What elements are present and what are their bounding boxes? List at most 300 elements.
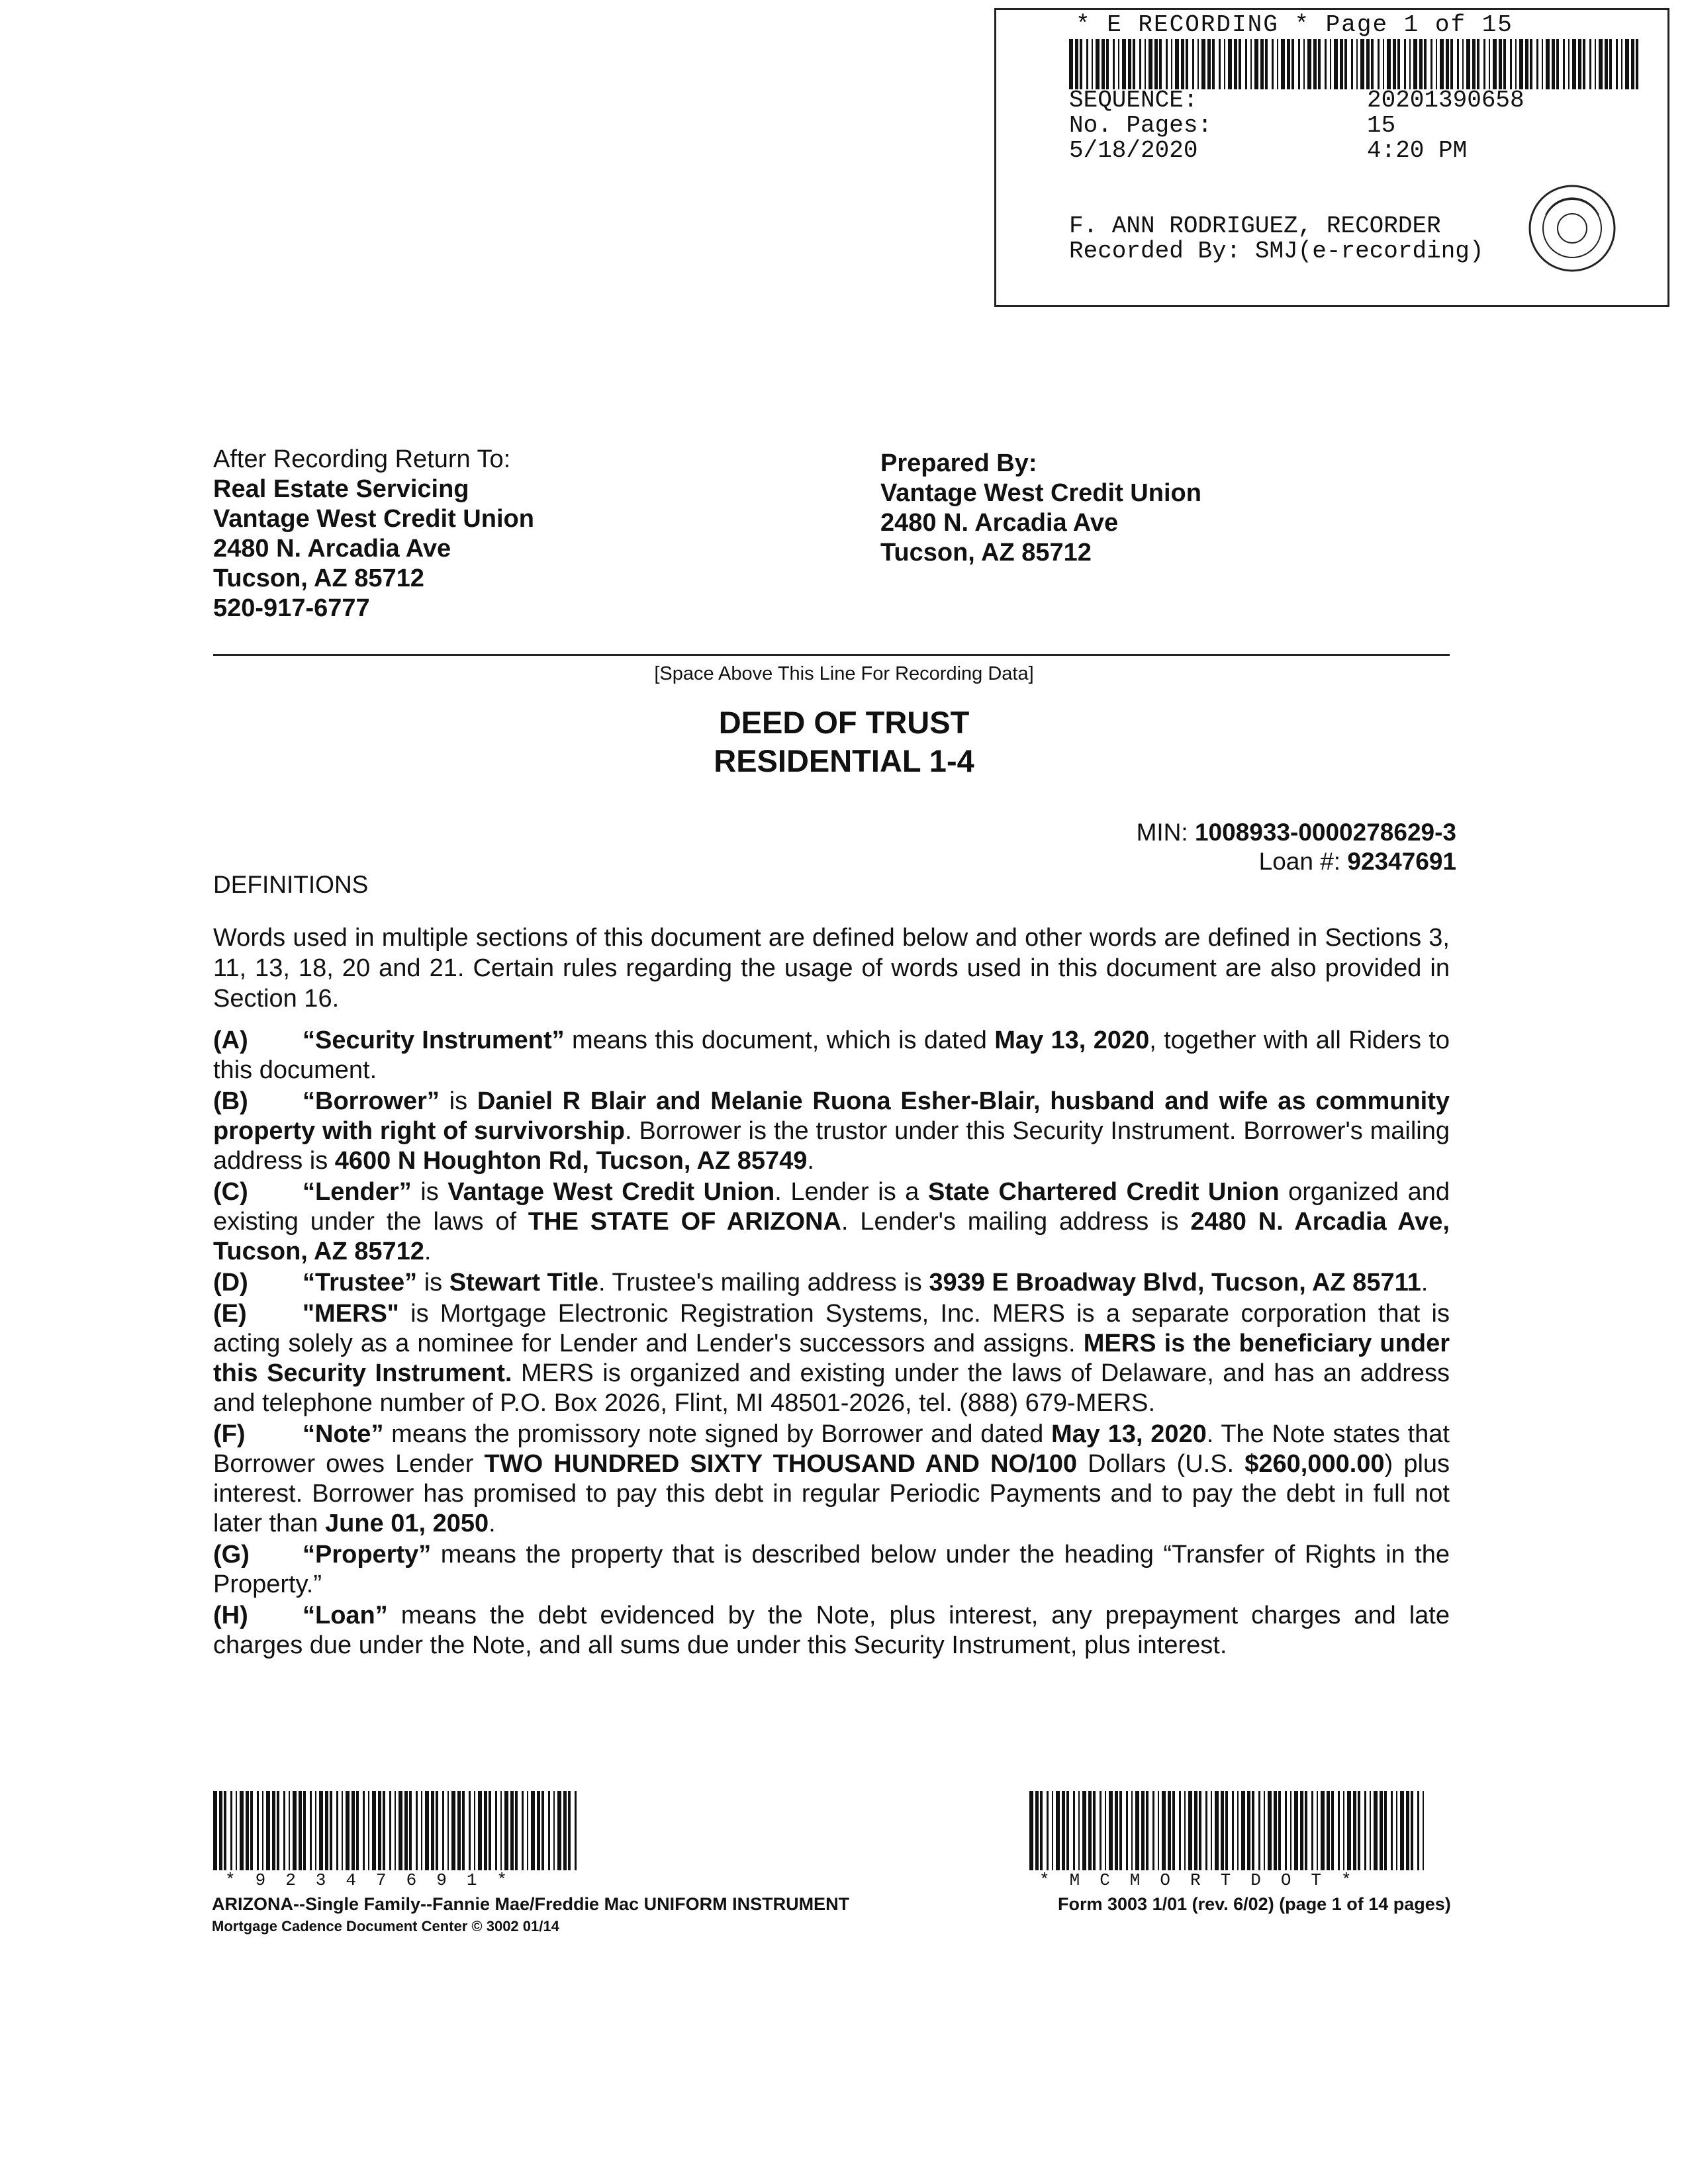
definitions-list (213, 1026, 1450, 1662)
barcode-bar (425, 1791, 429, 1870)
barcode-bar (1128, 39, 1131, 89)
barcode-bar (1370, 1791, 1371, 1870)
barcode-bar (1419, 39, 1423, 89)
barcode-bar (1493, 39, 1497, 89)
barcode-bar (1188, 1791, 1192, 1870)
definition-text: . (807, 1147, 814, 1175)
barcode-bar (1331, 1791, 1334, 1870)
barcode-bar (537, 1791, 540, 1870)
prepared-by-line: Tucson, AZ 85712 (880, 539, 1092, 567)
barcode-bar (1145, 39, 1146, 89)
barcode-bar (1466, 39, 1470, 89)
barcode-bar (1384, 1791, 1387, 1870)
barcode-bar (1052, 1791, 1053, 1870)
barcode-bar (266, 1791, 270, 1870)
barcode-bar (1268, 1791, 1272, 1870)
definition-bold-text: "MERS" (303, 1300, 399, 1328)
barcode-bar (1109, 1791, 1113, 1870)
barcode-bar (1344, 39, 1347, 89)
definition-text: means this document, which is dated (564, 1026, 995, 1054)
loan-identifiers (1137, 818, 1456, 876)
barcode-bar (1272, 39, 1274, 89)
barcode-bar (495, 1791, 497, 1870)
barcode-bar (1062, 1791, 1065, 1870)
return-to-line: 520-917-6777 (213, 594, 370, 622)
barcode-bar (1525, 39, 1528, 89)
barcode-bar (1621, 39, 1622, 89)
barcode-bar (474, 1791, 475, 1870)
barcode-bar (1277, 39, 1278, 89)
barcode-bar (1250, 39, 1252, 89)
form-barcode-text: *MCMORTDOT* (1039, 1870, 1372, 1890)
sequence-value: 20201390658 (1367, 87, 1524, 114)
barcode-bar (1364, 1791, 1366, 1870)
barcode-bar (277, 1791, 279, 1870)
barcode-bar (1122, 39, 1126, 89)
barcode-bar (1457, 39, 1459, 89)
definition-letter: (A) (213, 1026, 248, 1054)
barcode-bar (1519, 39, 1523, 89)
definition-bold-text: “Borrower” (303, 1087, 440, 1115)
barcode-bar (1294, 1791, 1298, 1870)
recorder-name: F. ANN RODRIGUEZ, RECORDER (1069, 212, 1441, 240)
barcode-bar (1260, 39, 1264, 89)
barcode-bar (325, 1791, 328, 1870)
barcode-bar (1462, 39, 1464, 89)
barcode-bar (1093, 1791, 1096, 1870)
barcode-bar (1228, 39, 1232, 89)
barcode-bar (1166, 39, 1168, 89)
barcode-bar (356, 1791, 359, 1870)
barcode-bar (283, 1791, 285, 1870)
barcode-bar (1181, 39, 1184, 89)
definition-text: ) plus interest. Borrower has promised to pay this debt in regular Periodic Payments and to pay the debt in full not later than (213, 1450, 1450, 1537)
barcode-bar (541, 1791, 544, 1870)
barcode-bar (1351, 39, 1353, 89)
barcode-bar (1040, 1791, 1043, 1870)
barcode-bar (1274, 1791, 1277, 1870)
barcode-bar (1287, 39, 1290, 89)
definition-bold-text: “Loan” (303, 1602, 388, 1629)
barcode-bar (330, 1791, 332, 1870)
barcode-bar (1096, 39, 1100, 89)
definition-text: , together with all Riders to this document. (213, 1026, 1450, 1084)
prepared-by-block (880, 449, 1201, 568)
definition-bold-text: 3939 E Broadway Blvd, Tucson, AZ 85711 (929, 1269, 1421, 1297)
document-center: Mortgage Cadence Document Center © 3002 01/14 (212, 1918, 559, 1934)
barcode-bar (1211, 1791, 1212, 1870)
definition-item (213, 1420, 1450, 1539)
barcode-bar (489, 1791, 491, 1870)
definition-letter: (B) (213, 1087, 248, 1115)
barcode-bar (1247, 1791, 1250, 1870)
barcode-bar (1092, 39, 1093, 89)
barcode-bar (224, 1791, 226, 1870)
barcode-bar (1413, 39, 1417, 89)
barcode-bar (272, 1791, 275, 1870)
barcode-bar (1234, 39, 1237, 89)
definition-text: . Trustee's mailing address is (598, 1269, 929, 1297)
barcode-bar (522, 1791, 524, 1870)
barcode-bar (336, 1791, 338, 1870)
barcode-bar (1073, 1791, 1075, 1870)
barcode-bar (1609, 39, 1612, 89)
definition-text: MERS is organized and existing under the laws of Delaware, and has an address and telephone number of P.O. Box 2026, Flint, MI 48501-2026, tel. (888) 679-MERS. (213, 1359, 1450, 1417)
barcode-bar (342, 1791, 343, 1870)
definition-bold-text: Vantage West Credit Union (447, 1178, 775, 1206)
barcode-bar (383, 1791, 385, 1870)
barcode-bar (1106, 39, 1109, 89)
barcode-bar (1353, 1791, 1356, 1870)
form-barcode (1029, 1791, 1427, 1870)
barcode-bar (1595, 39, 1596, 89)
barcode-bar (575, 1791, 577, 1870)
barcode-bar (409, 1791, 412, 1870)
barcode-bar (389, 1791, 391, 1870)
definition-bold-text: State Chartered Credit Union (928, 1178, 1280, 1206)
barcode-bar (1334, 39, 1338, 89)
barcode-bar (527, 1791, 528, 1870)
barcode-bar (1056, 1791, 1060, 1870)
barcode-bar (1374, 1791, 1378, 1870)
barcode-bar (568, 1791, 571, 1870)
barcode-bar (1201, 39, 1205, 89)
barcode-bar (1546, 39, 1550, 89)
prepared-by-label: Prepared By: (880, 449, 1037, 477)
barcode-bar (1224, 39, 1225, 89)
barcode-bar (289, 1791, 290, 1870)
barcode-bar (1313, 39, 1317, 89)
barcode-bar (1366, 39, 1370, 89)
barcode-bar (1162, 1791, 1166, 1870)
definition-bold-text: $260,000.00 (1244, 1450, 1385, 1478)
barcode-bar (1179, 1791, 1181, 1870)
definition-bold-text: THE STATE OF ARIZONA (528, 1208, 841, 1236)
barcode-bar (1417, 1791, 1419, 1870)
definition-item (213, 1177, 1450, 1267)
barcode-bar (1358, 1791, 1360, 1870)
barcode-bar (447, 1791, 449, 1870)
barcode-bar (1152, 1791, 1154, 1870)
barcode-bar (1281, 39, 1285, 89)
barcode-bar (1409, 39, 1411, 89)
return-to-line: 2480 N. Arcadia Ave (213, 535, 451, 563)
barcode-bar (1118, 39, 1119, 89)
barcode-bar (1503, 39, 1506, 89)
definition-item (213, 1540, 1450, 1600)
barcode-bar (1317, 1791, 1318, 1870)
barcode-bar (1307, 39, 1311, 89)
space-above-note: [Space Above This Line For Recording Data] (654, 663, 1034, 684)
barcode-bar (1168, 1791, 1171, 1870)
recording-header: * E RECORDING * Page 1 of 15 (1076, 11, 1513, 38)
barcode-bar (1069, 39, 1073, 89)
barcode-bar (303, 1791, 306, 1870)
barcode-bar (1239, 39, 1241, 89)
definition-text: is (411, 1178, 448, 1206)
barcode-bar (1321, 1791, 1325, 1870)
barcode-bar (1199, 1791, 1201, 1870)
definition-bold-text: MERS is the beneficiary under this Security Instrument. (213, 1330, 1450, 1387)
document-subtitle: RESIDENTIAL 1-4 (714, 743, 974, 778)
barcode-bar (1102, 39, 1105, 89)
return-to-line: Tucson, AZ 85712 (213, 565, 424, 592)
barcode-bar (1131, 1791, 1133, 1870)
barcode-bar (1515, 39, 1517, 89)
loan-barcode-text: *92347691* (225, 1870, 528, 1890)
barcode-bar (1171, 39, 1172, 89)
barcode-bar (1146, 1791, 1149, 1870)
barcode-bar (504, 1791, 508, 1870)
barcode-bar (1075, 39, 1078, 89)
definition-bold-text: Stewart Title (449, 1269, 598, 1297)
barcode-bar (1115, 1791, 1118, 1870)
barcode-bar (1172, 1791, 1175, 1870)
barcode-bar (1631, 39, 1634, 89)
barcode-bar (1232, 1791, 1234, 1870)
barcode-bar (1207, 39, 1211, 89)
definition-text: is Mortgage Electronic Registration Systems, Inc. MERS is a separate corporation that is acting solely as a nominee for Lender and Lender's successors and assigns. (213, 1300, 1450, 1357)
return-to-block (213, 445, 534, 623)
barcode-bar (1265, 39, 1268, 89)
barcode-bar (395, 1791, 396, 1870)
barcode-bar (515, 1791, 518, 1870)
definition-bold-text: Daniel R Blair and Melanie Ruona Esher-Blair, husband and wife as community property with right of survivorship (213, 1087, 1450, 1145)
barcode-bar (1135, 1791, 1139, 1870)
definition-text: . (489, 1510, 496, 1537)
barcode-bar (230, 1791, 232, 1870)
barcode-bar (1184, 1791, 1186, 1870)
barcode-bar (1221, 1791, 1224, 1870)
barcode-bar (315, 1791, 316, 1870)
definition-text: . Lender's mailing address is (841, 1208, 1191, 1236)
barcode-bar (1530, 39, 1532, 89)
definition-item (213, 1601, 1450, 1661)
recording-barcode (1069, 39, 1638, 89)
barcode-bar (1311, 1791, 1313, 1870)
sequence-label: SEQUENCE: (1069, 87, 1198, 114)
barcode-bar (1082, 1791, 1086, 1870)
barcode-bar (1347, 1791, 1351, 1870)
barcode-bar (399, 1791, 402, 1870)
barcode-bar (378, 1791, 381, 1870)
barcode-bar (1197, 39, 1199, 89)
barcode-bar (1241, 1791, 1245, 1870)
return-to-line: Vantage West Credit Union (213, 505, 534, 533)
barcode-bar (293, 1791, 297, 1870)
barcode-bar (1430, 39, 1432, 89)
definition-bold-text: “Note” (303, 1420, 384, 1448)
barcode-bar (1186, 39, 1188, 89)
barcode-bar (404, 1791, 408, 1870)
barcode-bar (250, 1791, 253, 1870)
barcode-bar (1542, 39, 1543, 89)
barcode-bar (368, 1791, 369, 1870)
barcode-bar (557, 1791, 561, 1870)
barcode-bar (1424, 39, 1427, 89)
barcode-bar (462, 1791, 465, 1870)
barcode-bar (1088, 1791, 1092, 1870)
return-to-line: Real Estate Servicing (213, 475, 469, 503)
barcode-bar (1078, 1791, 1080, 1870)
barcode-bar (1029, 1791, 1033, 1870)
barcode-bar (531, 1791, 535, 1870)
definition-letter: (G) (213, 1541, 250, 1569)
barcode-bar (1568, 39, 1570, 89)
barcode-bar (548, 1791, 550, 1870)
barcode-bar (1254, 39, 1258, 89)
barcode-bar (240, 1791, 244, 1870)
barcode-bar (1291, 39, 1294, 89)
barcode-bar (1536, 39, 1538, 89)
barcode-bar (1113, 39, 1115, 89)
barcode-bar (1391, 1791, 1393, 1870)
barcode-bar (1086, 39, 1088, 89)
barcode-bar (1436, 39, 1437, 89)
definition-bold-text: “Security Instrument” (303, 1026, 565, 1054)
barcode-bar (1126, 1791, 1128, 1870)
barcode-bar (1556, 39, 1559, 89)
definition-text: means the debt evidenced by the Note, plus interest, any prepayment charges and late charges due under the Note, and all sums due under this Security Instrument, plus interest. (213, 1602, 1450, 1659)
barcode-bar (1380, 1791, 1383, 1870)
barcode-bar (442, 1791, 444, 1870)
barcode-bar (1327, 1791, 1330, 1870)
barcode-bar (1305, 1791, 1307, 1870)
barcode-bar (1300, 1791, 1303, 1870)
barcode-bar (500, 1791, 502, 1870)
barcode-bar (1237, 1791, 1239, 1870)
barcode-bar (510, 1791, 514, 1870)
barcode-bar (1583, 39, 1585, 89)
barcode-bar (1563, 39, 1565, 89)
definition-letter: (E) (213, 1300, 247, 1328)
definition-bold-text: 2480 N. Arcadia Ave, Tucson, AZ 85712 (213, 1208, 1450, 1265)
barcode-bar (431, 1791, 434, 1870)
barcode-bar (1175, 39, 1179, 89)
barcode-bar (1605, 39, 1608, 89)
barcode-bar (352, 1791, 355, 1870)
barcode-bar (1356, 39, 1358, 89)
barcode-bar (1383, 39, 1384, 89)
barcode-bar (484, 1791, 487, 1870)
barcode-bar (1636, 39, 1638, 89)
definition-text: . Borrower is the trustor under this Security Instrument. Borrower's mailing address is (213, 1117, 1450, 1175)
barcode-bar (1066, 1791, 1069, 1870)
definition-letter: (F) (213, 1420, 246, 1448)
prepared-by-line: 2480 N. Arcadia Ave (880, 509, 1119, 537)
barcode-bar (1387, 39, 1391, 89)
barcode-bar (1105, 1791, 1106, 1870)
barcode-bar (1154, 39, 1158, 89)
definition-bold-text: “Property” (303, 1541, 432, 1569)
barcode-bar (1396, 1791, 1397, 1870)
definition-text: is (417, 1269, 449, 1297)
definition-text: . (424, 1238, 432, 1265)
barcode-bar (1616, 39, 1618, 89)
barcode-bar (1290, 1791, 1291, 1870)
recorded-by: Recorded By: SMJ(e-recording) (1069, 238, 1484, 265)
barcode-bar (372, 1791, 376, 1870)
definition-text: is (439, 1087, 477, 1115)
definition-letter: (H) (213, 1602, 248, 1629)
loan-label: Loan #: (1258, 848, 1348, 875)
barcode-bar (1477, 39, 1479, 89)
barcode-bar (1572, 39, 1576, 89)
barcode-bar (1400, 1791, 1404, 1870)
definition-item (213, 1268, 1450, 1298)
prepared-by-line: Vantage West Credit Union (880, 479, 1201, 507)
barcode-bar (246, 1791, 249, 1870)
barcode-bar (319, 1791, 323, 1870)
definition-bold-text: “Trustee” (303, 1269, 418, 1297)
barcode-bar (299, 1791, 302, 1870)
definition-text: means the property that is described below under the heading “Transfer of Rights in the Property.” (213, 1541, 1450, 1598)
min-value: 1008933-0000278629-3 (1194, 819, 1456, 846)
barcode-bar (1245, 39, 1247, 89)
recording-date: 5/18/2020 (1069, 137, 1198, 164)
barcode-bar (262, 1791, 263, 1870)
barcode-bar (1552, 39, 1555, 89)
barcode-bar (1285, 1791, 1287, 1870)
definition-bold-text: TWO HUNDRED SIXTY THOUSAND AND NO/100 (484, 1450, 1078, 1478)
barcode-bar (1215, 1791, 1219, 1870)
barcode-bar (1119, 1791, 1122, 1870)
barcode-bar (1149, 39, 1152, 89)
loan-barcode (213, 1791, 577, 1870)
definition-text: . (1421, 1269, 1429, 1297)
definition-item (213, 1299, 1450, 1418)
barcode-bar (1047, 1791, 1049, 1870)
barcode-bar (1303, 39, 1305, 89)
barcode-bar (1252, 1791, 1254, 1870)
barcode-bar (213, 1791, 217, 1870)
pages-label: No. Pages: (1069, 112, 1213, 139)
barcode-bar (1325, 39, 1327, 89)
form-number: Form 3003 1/01 (rev. 6/02) (page 1 of 14 pages) (1058, 1894, 1451, 1914)
barcode-bar (257, 1791, 259, 1870)
barcode-bar (1100, 1791, 1102, 1870)
barcode-bar (346, 1791, 350, 1870)
barcode-bar (310, 1791, 312, 1870)
barcode-bar (553, 1791, 555, 1870)
barcode-bar (1330, 39, 1331, 89)
return-to-label: After Recording Return To: (213, 445, 511, 473)
barcode-bar (563, 1791, 567, 1870)
barcode-bar (1371, 39, 1374, 89)
barcode-bar (1440, 39, 1444, 89)
barcode-bar (1264, 1791, 1265, 1870)
barcode-bar (363, 1791, 365, 1870)
barcode-bar (1212, 39, 1215, 89)
barcode-bar (1225, 1791, 1228, 1870)
pages-value: 15 (1367, 112, 1396, 139)
barcode-bar (457, 1791, 461, 1870)
barcode-bar (1192, 39, 1194, 89)
definition-text: Dollars (U.S. (1077, 1450, 1245, 1478)
barcode-bar (1133, 39, 1135, 89)
barcode-bar (1472, 39, 1476, 89)
county-seal-icon (1526, 182, 1618, 275)
definition-bold-text: “Lender” (303, 1178, 412, 1206)
barcode-bar (1404, 39, 1406, 89)
definition-item (213, 1026, 1450, 1085)
barcode-bar (1318, 39, 1321, 89)
barcode-bar (1035, 1791, 1039, 1870)
barcode-bar (1446, 39, 1449, 89)
barcode-bar (1338, 1791, 1340, 1870)
barcode-bar (236, 1791, 237, 1870)
definition-letter: (D) (213, 1269, 248, 1297)
